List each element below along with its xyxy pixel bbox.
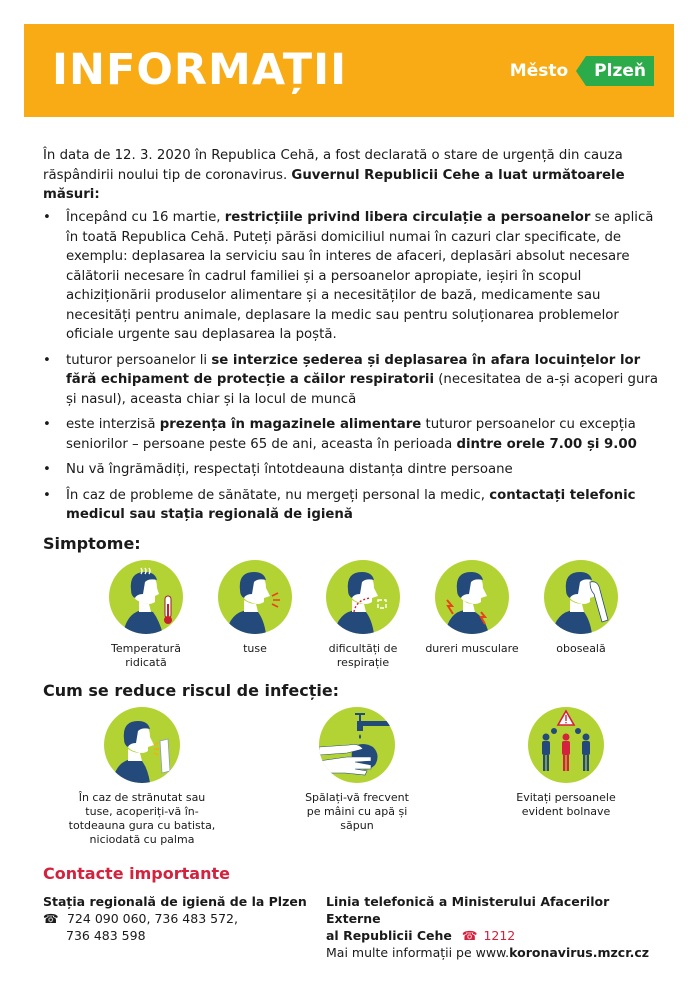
symptom-caption (417, 642, 527, 656)
list-item (43, 486, 658, 525)
item-bold: contactați telefonic medicul sau stația regională de igienă (66, 487, 636, 522)
caption-line: Evitați persoanele (516, 791, 616, 804)
intro-bold: Guvernul Republicii Cehe a luat următoarele măsuri: (43, 167, 625, 202)
caption-line: În caz de strănutat sau (78, 791, 206, 804)
bullet-icon: • (43, 487, 51, 503)
logo-plzen-text: Plzeň (586, 56, 654, 86)
symptom-caption (308, 642, 418, 670)
list-item (43, 351, 658, 410)
symptom-fatigue (526, 560, 636, 656)
list-item (43, 208, 658, 345)
caption-line: respirație (336, 656, 390, 669)
hotline-number[interactable]: 1212 (483, 928, 516, 943)
contact-left-heading: Stația regională de igienă de la Plzen (43, 894, 307, 909)
prevention-avoid-sick (481, 707, 651, 819)
caption-line: evident bolnave (521, 805, 611, 818)
prevention-caption (272, 791, 442, 833)
prevention-caption (481, 791, 651, 819)
item-bold: restricțiile privind libera circulație a persoanelor (224, 210, 591, 225)
cough-icon (218, 560, 292, 634)
item-text: este interzisă (66, 417, 160, 432)
intro-text: În data de 12. 3. 2020 în Republica Cehă, a fost declarată o stare de urgență din cauza răspândirii noului tip de coronavirus. (43, 148, 623, 183)
item-text: se aplică în toată Republica Cehă. Puteți părăsi domiciliul numai în cazuri clar specificate, de exemplu: deplasarea la serviciu sau în interes de afaceri, deplasări absolut necesare călătorii necesare în cadrul familiei și a persoanelor apropiate, ieșiri în scopul achiziționării produselor alimentare și a necesităților de bază, medicamente sau necesități pentru animale, deplasare la medic sau pentru soluționarea problemelor oficiale urgente sau deplasarea la poștă. (66, 210, 654, 342)
logo-mesto-text: Město (509, 61, 569, 81)
caption-line: niciodată cu palma (89, 833, 195, 846)
phone-numbers[interactable]: 724 090 060, 736 483 572, (66, 911, 238, 926)
caption-line: pe mâini cu apă și (306, 805, 408, 818)
item-bold: se interzice șederea și deplasarea în afara locuințelor lor fără echipament de protecție a căilor respiratorii (66, 352, 641, 387)
contact-regional-hygiene (43, 893, 313, 944)
website-link[interactable]: koronavirus.mzcr.cz (509, 945, 650, 960)
caption-line: dificultăți de (328, 642, 398, 655)
caption-line: oboseală (556, 642, 606, 655)
sneeze-tissue-icon (104, 707, 180, 783)
item-text: Nu vă îngrămădiți, respectați întotdeauna distanța dintre persoane (66, 462, 513, 477)
phone-icon: ☎ (461, 928, 478, 943)
item-bold: prezența în magazinele alimentare (159, 417, 422, 432)
caption-line: ridicată (125, 656, 167, 669)
muscle-pain-icon (435, 560, 509, 634)
symptom-breathing (308, 560, 418, 670)
symptoms-heading: Simptome: (43, 534, 141, 553)
phone-icon: ☎ (43, 911, 59, 926)
caption-line: săpun (340, 819, 374, 832)
item-text: (necesitatea de a-și acoperi gura și nasul), aceasta chiar și la locul de muncă (66, 372, 659, 407)
caption-line: Temperatură (111, 642, 181, 655)
bullet-icon: • (43, 352, 51, 368)
list-item (43, 415, 658, 454)
fever-thermometer-icon (109, 560, 183, 634)
item-text: În caz de probleme de sănătate, nu mergeți personal la medic, (66, 487, 490, 503)
prevention-hand-washing (272, 707, 442, 833)
item-text: Începând cu 16 martie, (66, 210, 225, 225)
phone-numbers-cont[interactable]: 736 483 598 (66, 928, 146, 943)
bullet-icon: • (43, 462, 51, 477)
hand-washing-icon (319, 707, 395, 783)
symptom-muscle-pain (417, 560, 527, 656)
bullet-icon: • (43, 210, 51, 225)
caption-line: Spălați-vă frecvent (305, 791, 409, 804)
contacts-heading: Contacte importante (43, 864, 230, 883)
item-text: tuturor persoanelor li (66, 352, 212, 368)
fatigue-icon (544, 560, 618, 634)
contact-ministry (326, 893, 666, 961)
caption-line: tuse, acoperiți-vă în- (85, 805, 199, 818)
prevention-sneeze (57, 707, 227, 847)
list-item (43, 460, 658, 480)
intro-paragraph (43, 146, 653, 205)
item-text: tuturor persoanelor cu excepția seniorilor – persoane peste 65 de ani, aceasta în perioada (66, 417, 636, 452)
symptom-caption (91, 642, 201, 670)
bullet-icon: • (43, 417, 51, 432)
caption-line: totdeauna gura cu batista, (68, 819, 216, 832)
symptom-cough (200, 560, 310, 656)
contact-right-heading-2: al Republicii Cehe (326, 928, 452, 943)
measures-list (43, 208, 658, 531)
avoid-sick-people-icon (528, 707, 604, 783)
more-info-prefix: Mai multe informații pe www. (326, 945, 510, 960)
contact-right-heading-1: Linia telefonică a Ministerului Afacerilor Externe (326, 894, 610, 926)
symptom-caption (526, 642, 636, 656)
caption-line: dureri musculare (425, 642, 519, 655)
page-title: INFORMAȚII (52, 45, 348, 95)
breathing-difficulty-icon (326, 560, 400, 634)
header-banner (24, 24, 674, 117)
symptom-fever (91, 560, 201, 670)
symptom-caption (200, 642, 310, 656)
more-info-line (326, 944, 666, 961)
prevention-caption (57, 791, 227, 847)
prevention-heading: Cum se reduce riscul de infecție: (43, 681, 340, 700)
mesto-plzen-logo (510, 56, 654, 86)
caption-line: tuse (243, 642, 267, 655)
item-bold: dintre orele 7.00 și 9.00 (456, 436, 637, 452)
